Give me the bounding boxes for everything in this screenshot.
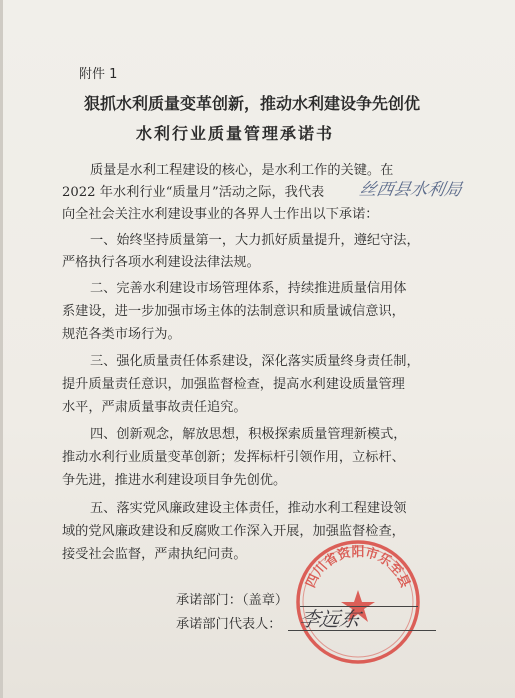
point-3-line-2: 提升质量责任意识，加强监督检查，提高水利建设质量管理	[62, 377, 405, 392]
point-4-line-2: 推动水利行业质量变革创新；发挥标杆引领作用，立标杆、	[62, 450, 405, 465]
point-5-line-3: 接受社会监督，严肃执纪问责。	[62, 547, 247, 562]
representative-handwritten-signature: 李远东	[297, 607, 362, 631]
point-5-line-2: 域的党风廉政建设和反腐败工作深入开展，加强监督检查，	[62, 524, 405, 539]
attachment-label: 附件 1	[79, 67, 118, 82]
point-2-line-3: 规范各类市场行为。	[62, 327, 181, 342]
point-1-line-2: 严格执行各项水利建设法律法规。	[62, 255, 260, 270]
point-3-line-1: 三、强化质量责任体系建设，深化落实质量终身责任制，	[90, 354, 420, 369]
point-1-line-1: 一、始终坚持质量第一，大力抓好质量提升，遵纪守法，	[90, 233, 420, 248]
point-2-line-1: 二、完善水利建设市场管理体系，持续推进质量信用体	[90, 281, 407, 296]
point-3-line-3: 水平，严肃质量事故责任追究。	[62, 400, 247, 415]
seal-text: 四川省资阳市乐至县	[303, 545, 413, 591]
point-2-line-2: 系建设，进一步加强市场主体的法制意识和质量诚信意识，	[62, 304, 405, 319]
point-4-line-3: 争先进，推进水利建设项目争先创优。	[62, 473, 287, 488]
dept-representative-label: 承诺部门代表人：	[176, 617, 282, 632]
handwritten-organization: 丝西县水利局	[357, 180, 464, 200]
commitment-dept-label: 承诺部门：（盖章）	[176, 593, 289, 608]
official-seal-icon	[288, 532, 428, 672]
title-line-2: 水利行业质量管理承诺书	[136, 124, 335, 143]
point-5-line-1: 五、落实党风廉政建设主体责任，推动水利工程建设领	[90, 501, 407, 516]
intro-line-3: 向全社会关注水利建设事业的各界人士作出以下承诺：	[62, 207, 379, 222]
intro-line-2: 2022 年水利行业“质量月”活动之际，我代表	[62, 185, 325, 200]
svg-text:四川省资阳市乐至县	[304, 544, 413, 590]
title-line-1: 狠抓水利质量变革创新，推动水利建设争先创优	[84, 94, 421, 113]
point-4-line-1: 四、创新观念，解放思想，积极探索质量管理新模式，	[90, 427, 407, 442]
intro-line-1: 质量是水利工程建设的核心，是水利工作的关键。在	[90, 163, 394, 178]
